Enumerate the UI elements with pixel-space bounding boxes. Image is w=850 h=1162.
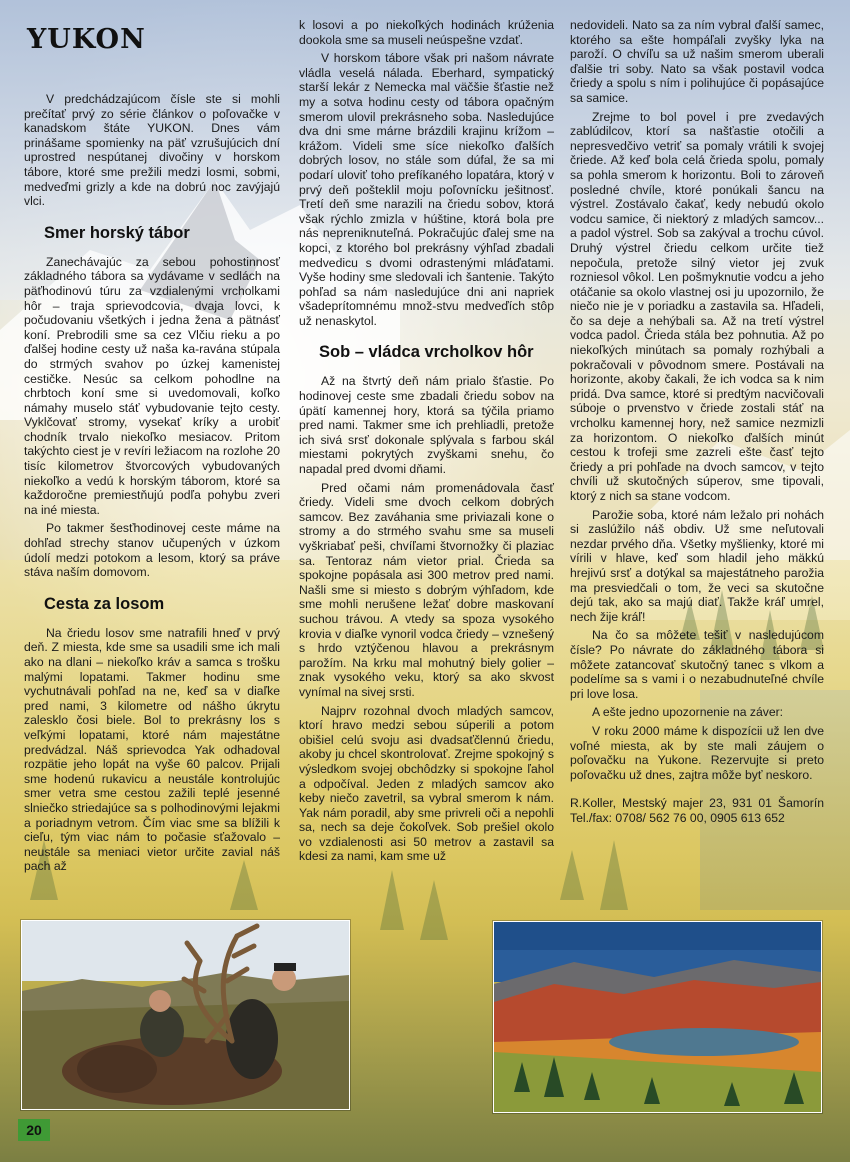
contact-signature: R.Koller, Mestský majer 23, 931 01 Šamorín Tel./fax: 0708/ 562 76 00, 0905 613 652 xyxy=(570,796,824,825)
paragraph: Najprv rozohnal dvoch mladých samcov, ktorí hravo medzi sebou súperili a potom obišiel celú svoju asi dvadsaťčlennú čriedu, akoby ju chcel skontrolovať. Zrejme spokojný s výsledkom svojej obchôdzky si spokojne ľahol a odpočíval. Jeden z mladých samcov ako keby niečo zavetril, sa vybral smerom k nám. Yak nám poradil, aby sme privreli oči a nepohli sa, nech sa deje čokoľvek. Sob prešiel okolo vo vzdialenosti asi 50 metrov a zastavil sa kdesi za nami, kam sme už xyxy=(299,703,554,864)
intro-paragraph: V predchádzajúcom čísle ste si mohli prečítať prvý zo série článkov o poľovačke v kanadskom štáte YUKON. Dnes vám prinášame spomienky na päť vzrušujúcich dní uprostred nespútanej divočiny v horskom tábore, ktoré sme prežili medzi losmi, sobmi, medveďmi grizly a kde na dobrú noc zavýjajú vlci. xyxy=(24,92,280,209)
section-heading-moose-trip: Cesta za losom xyxy=(44,594,165,613)
article-column-3 xyxy=(570,18,824,829)
paragraph: V horskom tábore však pri našom návrate vládla veselá nálada. Eberhard, sympatický starší lekár z Nemecka mal väčšie šťastie než my a sotva hodinu cesty od tábora opačným smerom ulovil prekrásneho soba. Nasledujúce dva dni sme márne brázdili krajinu krížom – krážom. Videli sme síce niekoľko ďalších dobrých losov, no stále som dúfal, že sa mi podarí uloviť toho prefíkaného lopatára, ktorý v prvý deň pošteklil moju poľovnícku ješitnosť. Tretí deň sme narazili na čriedu sobov, ktorá však rýchlo zmizla v húštine, ktorá bola pre nás nepreniknuteľná. Pokračujúc ďalej sme na kopci, z ktorého bol prekrásny výhľad zbadali medvedicu s dvomi odrastenými mláďatami. Vyše hodiny sme sledovali ich šantenie. Takýto pohľad sa nám nasledujúce dni ani napriek všadeprítomnému množ-stvu medveďích stôp už nenaskytol. xyxy=(299,51,554,328)
page-title: YUKON xyxy=(27,24,146,55)
paragraph: Na čo sa môžete tešiť v nasledujúcom čísle? Po návrate do základného tábora si môžete zatancovať skutočný tanec s vlkom a podelíme sa s vami i o nezabudnuteľné chvíle pri love losa. xyxy=(570,628,824,701)
article-column-1 xyxy=(24,92,280,878)
paragraph: Na čriedu losov sme natrafili hneď v prvý deň. Z miesta, kde sme sa usadili sme ich mali ako na dlani – niekoľko kráv a samca s trošku malými lopatami. Takmer hodinu sme vychutnávali pohľad na ne, keď sa v diaľke pred nami, 3 kilometre od nášho úkrytu zalesklo čosi biele. Bol to prekrásny los s veľkými lopatami, ktoré nám majestátne predvádzal. Náš sprievodca Yak odhadoval rozpätie jeho lopát na vyše 60 palcov. Prijali sme hodenú rukavicu a neustále kontrolujúc smer vetra sme cestou zažili teplé jesenné slniečko striedajúce sa s polhodinovými lejakmi a poriadnym vetrom. Čím viac sme sa blížili k cieľu, tým viac nám to počasie sťažovalo – neustále sa meniaci vietor určite zavial náš pach až xyxy=(24,625,280,874)
paragraph: Po takmer šesťhodinovej ceste máme na dohľad strechy stanov učupených v úzkom údolí medzi potokom a lesom, ktorý sa práve stáva naším domovom. xyxy=(24,521,280,580)
hunters-with-caribou-photo xyxy=(21,920,350,1110)
paragraph: Až na štvrtý deň nám prialo šťastie. Po hodinovej ceste sme zbadali čriedu sobov na úpätí kamennej hory, ktorá sa týčila priamo pred nami. Takmer sme ich prehliadli, pretože ich sivá srsť dokonale splývala s farbou skál miestami pokrytých zvyškami snehu, čo napadal pred dvomi dňami. xyxy=(299,374,554,477)
paragraph: k losovi a po niekoľkých hodinách krúženia dookola sme sa museli neúspešne vzdať. xyxy=(299,18,554,47)
section-heading-caribou: Sob – vládca vrcholkov hôr xyxy=(319,343,534,362)
paragraph: Parožie soba, ktoré nám ležalo pri nohách si zaslúžilo náš obdiv. Už sme neľutovali nezdar prvého dňa. Všetky myšlienky, ktoré mi vírili v hlave, keď som hladil jeho mäkkú hrejivú srsť a dotýkal sa majestátneho parožia ma presviedčali o tom, že veci sa skutočne dejú tak, ako sa majú diať. Takže kráľ umrel, nech žije kráľ! xyxy=(570,507,824,624)
paragraph: A ešte jedno upozornenie na záver: xyxy=(592,705,784,720)
paragraph: V roku 2000 máme k dispozícii už len dve voľné miesta, ak by ste mali záujem o poľovačku na Yukone. Rezervujte si preto poľovačku už dnes, zajtra môže byť neskoro. xyxy=(570,723,824,782)
paragraph: Pred očami nám promenádovala časť čriedy. Videli sme dvoch celkom dobrých samcov. Bez zaváhania sme priviazali kone o stromy a do strmého svahu sme sa museli vyškriabať peši, chvíľami štvornožky či plaziac sa. Tentoraz nám vietor prial. Črieda sa spokojne popásala asi 300 metrov pred nami. Našli sme si miesto s dobrým výhľadom, kde sme mohli nerušene ležať dobre maskovaní suchou trávou. A vtedy sa spoza vysokého krovia v diaľke vynoril vodca čriedy – vznešený s hrdo vztýčenou hlavou a prekrásnym parožím. Na krku mal mohutný biely golier – znak vysokého veku, ktorý sa ako skvost vynímal na sivej srsti. xyxy=(299,480,554,699)
paragraph: Zanechávajúc za sebou pohostinnosť základného tábora sa vydávame v sedlách na päťhodinovú túru za vzdialenými vrcholkami hôr – traja sprievodcovia, dvaja lovci, k počudovaniu všetkých i jedna žena a pätnásť koní. Prebrodili sme sa cez Vlčiu rieku a po ďalšej hodine cesty už naša ka-ravána stúpala do strmých svahov po úzkej kamenistej cestičke. Nesúc sa celkom pohodlne na chrbtoch koní sme si uvedomovali, koľko námahy muselo stáť vybudovanie tejto cesty. Vyklčovať stromy, vysekať kríky a urobiť chodník trvalo niekoľko mesiacov. Pritom takýchto ciest je v revíri ležiacom na rozlohe 20 tisíc kilometrov štvorcových vybudovaných niekoľko a vedú k horským táborom, ktoré sa každoročne premiestňujú podľa pohybu zveri na iné miesta. xyxy=(24,254,280,517)
paragraph: Zrejme to bol povel i pre zvedavých zablúdilcov, ktorí sa našťastie otočili a nepresvedčivo vetriť sa pomaly vrátili k svojej čriede. Až keď bola celá črieda spolu, pomaly sa pohla smerom k horizontu. Boli to zároveň posledné chvíle, ktoré ponúkali šancu na výstrel. Zostávalo čakať, kedy nebudú okolo vodcu samice, či niektorý z mladých samcov... a padol výstrel. Sob sa zakýval a trochu cúvol. Druhý výstrel čriedu celkom určite tiež nepočula, pretože silný vietor jej zvuk rozniesol vôkol. Len pošmyknutie vodcu a jeho otáčanie sa okolo vlastnej osi ju upozornilo, že niečo nie je v poriadku a zastavila sa. Hľadeli, čo sa deje a nehýbali sa. Až na tretí výstrel vodca padol. Črieda stála bez pohnutia. Až po niekoľkých minútach sa pomaly rozhýbali a pokračovali v pôvodnom smere. Postávali na horizonte, akoby čakali, že ich vodca sa k nim pridá. Dva samce, ktoré si predtým nacvičovali súboje o prvenstvo v čriede zostali stáť na vrcholku kamennej hory, než samice nezmizli za horizontom. O niekoľko ďalších minút cestou k trofeji sme zazreli ešte časť tejto čriedy a pri pohľade na dvoch samcov, v tejto chvíli už skutočných súperov, sme tipovali, ktorý z nich sa stane vodcom. xyxy=(570,109,824,503)
article-column-2 xyxy=(299,18,554,868)
paragraph: nedovideli. Nato sa za ním vybral ďalší samec, ktorého sa ešte hompáľali zvyšky lyka na paroží. O chvíľu sa už našim smerom uberali ďalšie tri soby. Nato sa však postavil vodca čriedy a spolu s ním i polihujúce či popásajúce sa samice. xyxy=(570,18,824,105)
autumn-lake-landscape-photo xyxy=(493,921,822,1113)
page-number: 20 xyxy=(18,1119,50,1141)
section-heading-mountain-camp: Smer horský tábor xyxy=(44,223,190,242)
